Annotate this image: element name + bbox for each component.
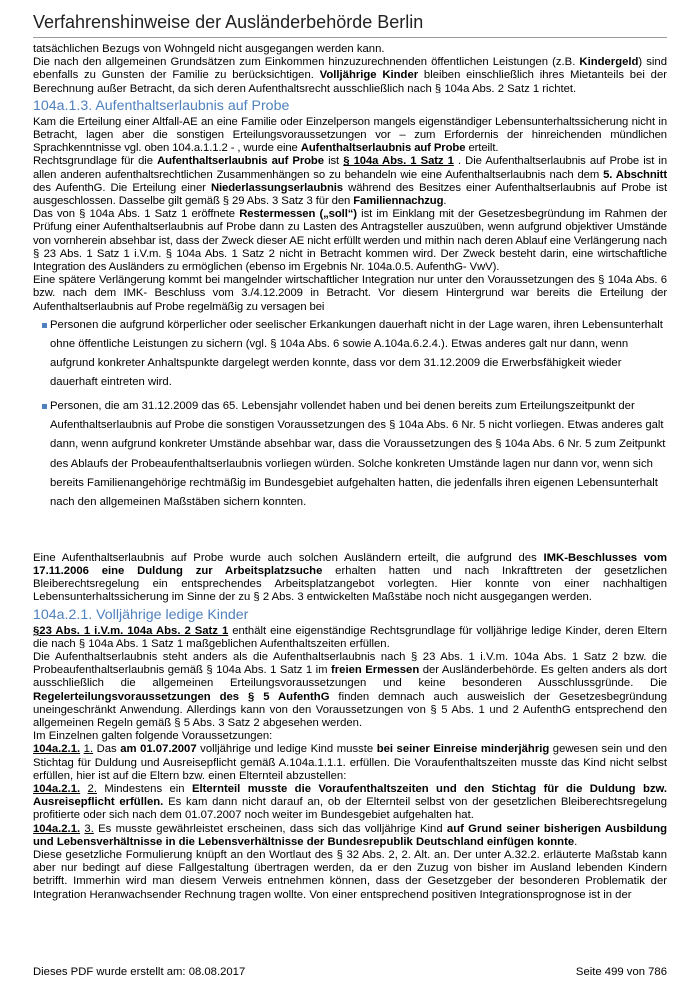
text: Kam die Erteilung einer Altfall-AE an eine Familie oder Einzelperson mangels eigenständiger Lebensunterhaltssicherung nicht in Betracht, lagen aber die sonstigen Erteilungsvoraussetzungen vor – zum Erfordernis der hinreichenden mündlichen Sprachkenntnisse vgl. oben 104.a.1.1.2 - , wurde eine [33,115,667,155]
text: ist [323,155,344,168]
item-number: 2. [87,783,97,796]
text: Es kam dann nicht darauf an, ob der Elternteil selbst von der gesetzlichen Bleiberechtsregelung profitierte oder sich nach dem 01.07.2007 noch weiter im Bundesgebiet aufgehalten hat. [33,796,667,822]
text: Mindestens ein [96,783,192,796]
list-item [43,316,667,392]
list-item-text: Personen die aufgrund körperlicher oder seelischer Erkankungen dauerhaft nicht in der Lage waren, ihren Lebensunterhalt ohne öffentliche Leistungen zu sichern (vgl. § 104a Abs. 6 sowie A.104a.6.2.4.). Etwas anderes galt nur dann, wenn aufgrund konkreter Anhaltspunkte dargelegt werden konnte, dass vor dem 31.12.2009 die Erwerbsfähigkeit wieder dauerhaft eintreten wird. [50,318,663,389]
bold-text: Aufenthaltserlaubnis auf Probe [157,155,324,168]
item-number: 1. [83,743,94,756]
section-heading: 104a.1.3. Aufenthaltserlaubnis auf Probe [33,97,290,114]
text: . Die Aufenthaltserlaubnis auf Probe ist in allen anderen aufenthaltsrechtlichen Zusammenhängen so zu behandeln wie eine Aufenthaltserlaubnis nach dem [33,155,668,181]
text: während des Besitzes einer Aufenthaltserlaubnis auf Probe ist ausgeschlossen. Dasselbe gilt gemäß § 29 Abs. 3 Satz 3 für den [33,181,667,208]
bold-text: Elternteil musste die Voraufenthaltszeiten und den Stichtag für die Duldung bzw. Ausreisepflicht erfüllen. [33,783,668,809]
legal-reference: § 104a Abs. 1 Satz 1 [343,155,454,168]
text: . [574,835,578,848]
bold-text: auf Grund seiner bisherigen Ausbildung und Lebensverhältnisse in die Lebensverhältnisse der Bundesrepublik Deutschland einfügen konnte [33,822,668,848]
paragraph [33,651,667,730]
text: Die nach den allgemeinen Grundsätzen zum Einkommen hinzuzurechnenden öffentlichen Leistungen (z.B. [33,56,580,69]
bullet-list [33,316,667,512]
section-heading: 104a.2.1. Volljährige ledige Kinder [33,606,249,623]
paragraph [33,274,667,314]
text: bleiben einschließlich ihres Mietanteils bei der Berechnung außer Betracht, da sich deren Aufenthaltsrecht ausschließlich nach § 104a Abs. 2 Satz 1 richtet. [33,69,667,95]
text: Das von § 104a Abs. 1 Satz 1 eröffnete [33,208,240,221]
list-item-text: Personen, die am 31.12.2009 das 65. Lebensjahr vollendet haben und bei denen bereits zum Erteilungszeitpunkt der Aufenthaltserlaubnis auf Probe die sonstigen Voraussetzungen des § 104a Abs. 6 Nr. 5 nicht vorliegen. Etwas anderes galt dann, wenn aufgrund konkreter Umstände absehbar war, dass die Voraussetzungen des § 104a Abs. 6 Nr. 5 zum Zeitpunkt des Ablaufs der Probeaufenthaltserlaubnis vorliegen würden. Solche konkreten Umstände lagen nur dann vor, wenn sich bereits Familienangehörige rechtmäßig im Bundesgebiet aufgehalten hatten, die jedenfalls ihren eigenen Lebensunterhalt nach den allgemeinen Maßstäben sichern konnten. [50,400,666,508]
paragraph [33,743,667,783]
text: Rechtsgrundlage für die [33,155,158,168]
text: volljährige und ledige Kind musste [196,743,377,756]
page-header [33,10,667,38]
legal-reference: §23 Abs. 1 i.V.m. 104a Abs. 2 Satz 1 [33,624,229,637]
bold-text: Kindergeld [579,56,639,69]
bold-text: bei seiner Einreise minderjährig [376,743,550,756]
paragraph [33,849,667,902]
bold-text: freien Ermessen [331,664,420,677]
text: Die Aufenthaltserlaubnis steht anders als die Aufenthaltserlaubnis nach § 23 Abs. 1 i.V.m. 104a Abs. 1 Satz 2 bzw. die Probeaufenthaltserlaubnis gemäß § 104a Abs. 1 Satz 1 im [33,651,667,677]
text: gewesen sein und den Stichtag für Duldung und Ausreisepflicht gemäß A.104a.1.1.1. erfüllen. Die Voraufenthaltszeiten musste das Kind nicht selbst erfüllen, hier ist auf die Eltern bzw. einen Elternteil abzustellen: [33,743,668,782]
text: Im Einzelnen galten folgende Voraussetzungen: [33,730,273,743]
spacer [33,517,667,552]
section-number: 104a.2.1. [33,783,81,796]
paragraph [33,155,667,208]
bold-text: Niederlassungserlaubnis [210,181,343,194]
text: Eine spätere Verlängerung kommt bei mangelnder wirtschaftlicher Integration nur unter den Voraussetzungen des § 104a Abs. 6 bzw. nach dem IMK- Beschluss vom 3./4.12.2009 in Betracht. Vor diesem Hintergrund war bereits die Erteilung der Aufenthaltserlaubnis auf Probe regelmäßig zu versagen bei [33,274,667,313]
bold-text: Familiennachzug [353,195,444,208]
list-item [43,397,667,512]
text: Eine Aufenthaltserlaubnis auf Probe wurde auch solchen Ausländern erteilt, die aufgrund des [33,551,544,564]
section-number: 104a.2.1. [33,743,81,756]
text: Diese gesetzliche Formulierung knüpft an den Wortlaut des § 32 Abs. 2, 2. Alt. an. Der unter A.32.2. erläuterte Maßstab kann aber nur bedingt auf diese Fallgestaltung übertragen werden, da er den Zuzug von bisher im Ausland lebenden Kindern betrifft. Immerhin wird man diesem Verweis entnehmen können, dass der Gesetzgeber der besonderen Problematik der Integration Heranwachsender Rechnung tragen wollte. Von einer entsprechend positiven Integrationsprognose ist in der [33,849,667,901]
bold-text: IMK-Beschlusses vom 17.11.2006 eine Duldung zur Arbeitsplatzsuche [33,551,668,577]
bold-text: Volljährige Kinder [319,69,419,82]
text: enthält eine eigenständige Rechtsgrundlage für volljährige ledige Kinder, deren Eltern die nach § 104a Abs. 1 Satz 1 maßgeblichen Aufenthaltszeiten erfüllen. [33,624,667,650]
text: tatsächlichen Bezugs von Wohngeld nicht ausgegangen werden kann. [33,43,385,55]
text: Es musste gewährleistet erscheinen, dass sich das volljährige Kind [93,822,447,835]
text: ist im Einklang mit der Gesetzesbegründung im Rahmen der Prüfung einer Aufenthaltserlaubnis auf Probe dann zu Lasten des Antragsteller auszuüben, wenn aufgrund objektiver Umstände von vornherein absehbar ist, dass der Zweck dieser AE nicht erfüllt werden und mithin nach deren Ablauf eine Verlängerung nach § 23 Abs. 1 Satz 1 i.V.m. § 104a Abs. 1 Satz 2 nicht in Betracht kommen wird. Der Zweck besteht darin, eine wirtschaftliche Integration des Ausländers zu ermöglichen (ebenso im Ergebnis Nr. 104a.0.5. AufenthG- VwV). [33,208,668,274]
text: finden demnach auch ausweislich der Gesetzesbegründung uneingeschränkt Anwendung. Allerdings kann von den Voraussetzungen von § 5 Abs. 1 und 2 AufenthG entsprechend den allgemeinen Regeln gemäß § 5 Abs. 3 Satz 2 abgesehen werden. [33,690,667,730]
paragraph [33,783,667,823]
bold-text: Regelerteilungsvoraussetzungen des § 5 AufenthG [33,690,330,703]
bold-text: am 01.07.2007 [120,743,197,756]
footer-created-date: Dieses PDF wurde erstellt am: 08.08.2017 [33,966,246,978]
paragraph [33,208,667,274]
paragraph [33,552,667,605]
section-number: 104a.2.1. [33,822,81,835]
bullet-square-icon [42,404,47,409]
text: ) sind ebenfalls zu Gunsten der Familie zu berücksichtigen. [33,56,667,82]
item-number: 3. [84,822,94,835]
text: des AufenthG. Die Erteilung einer [33,181,211,194]
text [80,783,87,795]
document-body [33,43,667,902]
paragraph [33,43,667,56]
bullet-square-icon [42,323,47,328]
bold-text: Aufenthaltserlaubnis auf Probe [300,142,466,155]
text: erhalten hatten und nach Inkrafttreten der gesetzlichen Bleiberechtsregelung ein entsprechendes Arbeitsplatzangebot vorlegten. Hier konnte von einer nachhaltigen Lebensunterhaltssicherung im Sinne der zu § 2 Abs. 3 entwickelten Maßstäbe noch nicht ausgegangen werden. [33,565,667,604]
paragraph [33,730,667,743]
document-title: Verfahrenshinweise der Ausländerbehörde Berlin [33,12,424,32]
footer-page-number: Seite 499 von 786 [575,966,667,978]
paragraph [33,56,667,96]
paragraph [33,116,667,156]
text: erteilt. [465,142,499,155]
text: der Ausländerbehörde. Es gelten anders als dort ausschließlich die allgemeinen Erteilungsvoraussetzungen und keine besonderen Ausschlussgründe. Die [33,664,667,690]
bold-text: 5. Abschnitt [603,168,668,181]
text: . [443,195,447,208]
text: Das [93,743,121,756]
paragraph [33,823,667,849]
paragraph [33,625,667,651]
bold-text: Restermessen („soll“) [239,208,357,221]
